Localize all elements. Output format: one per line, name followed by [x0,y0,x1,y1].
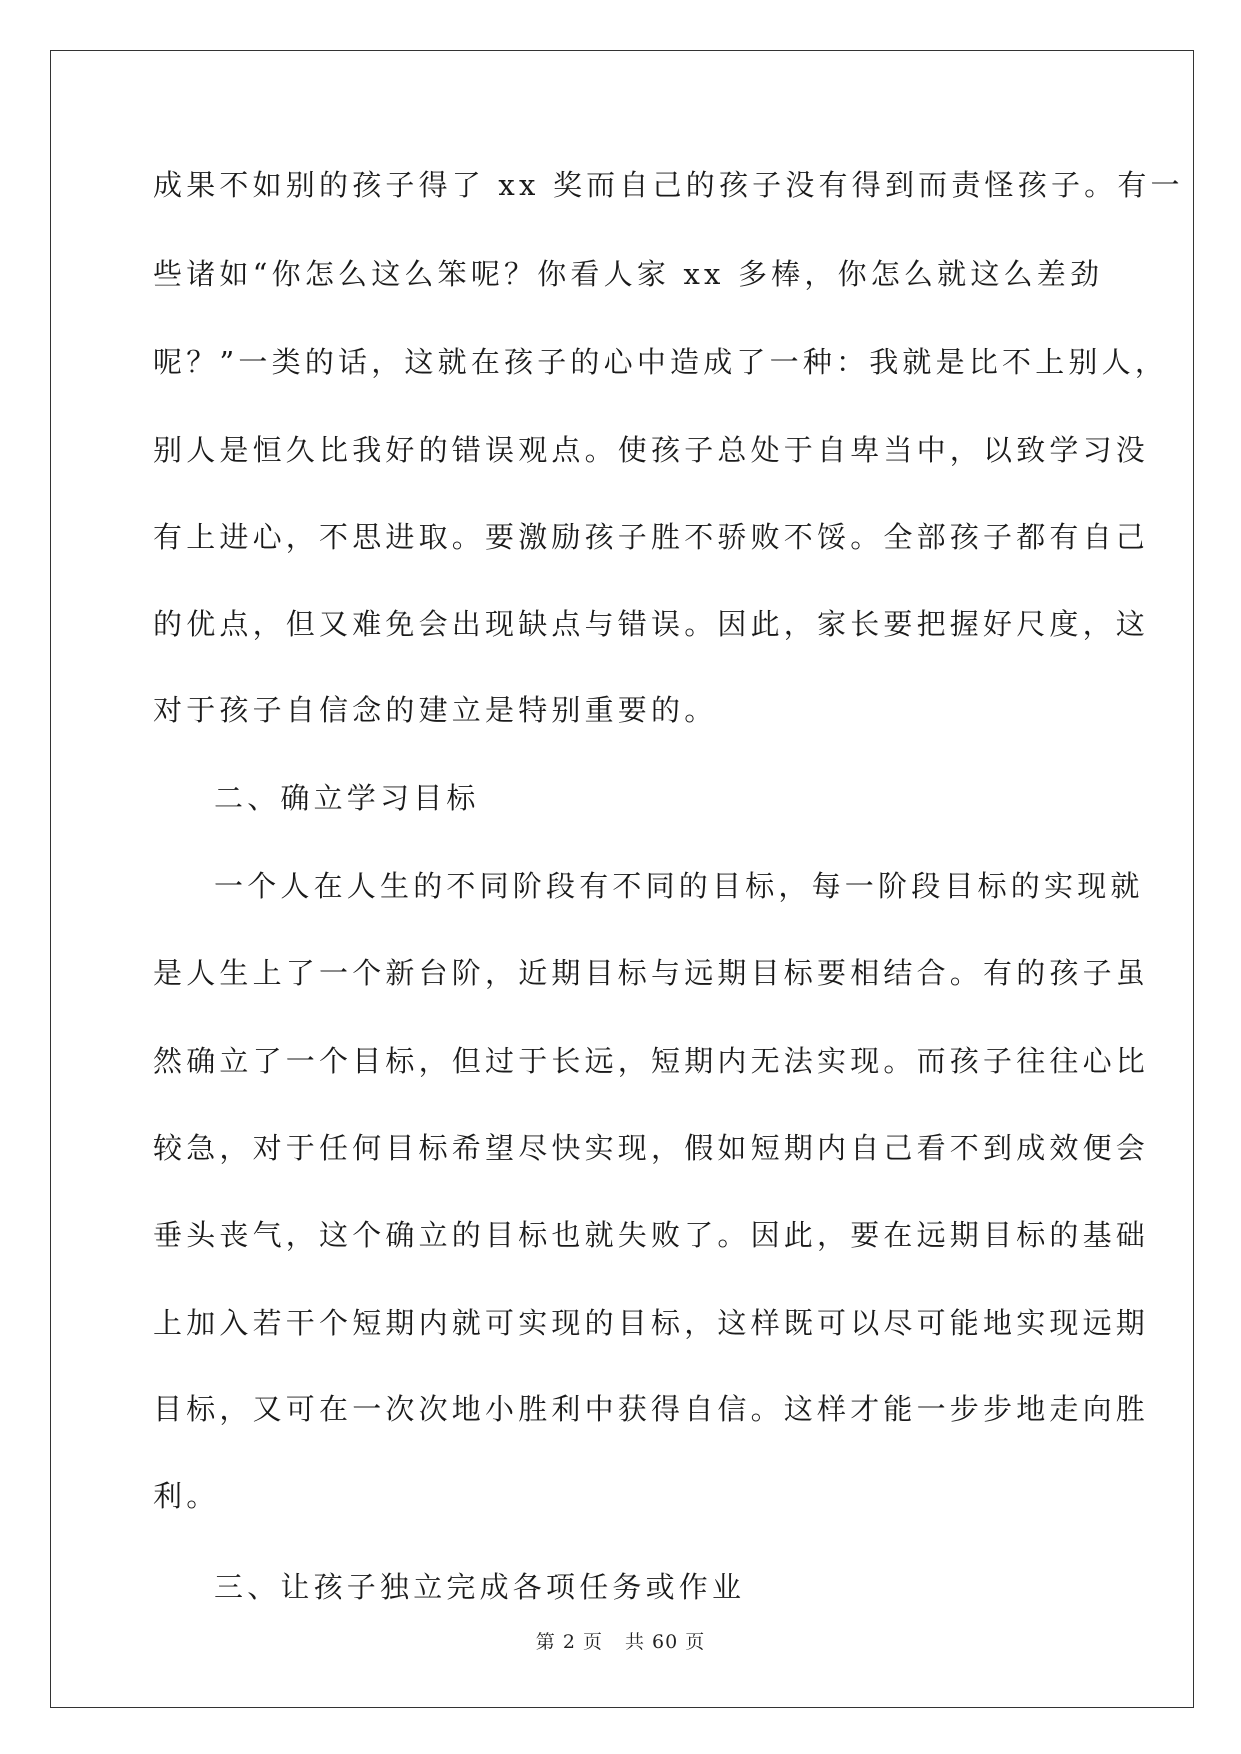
paragraph-line: 成果不如别的孩子得了 xx 奖而自己的孩子没有得到而责怪孩子。有一 [153,168,1184,202]
section-heading: 二、确立学习目标 [214,781,480,815]
paragraph-line: 目标，又可在一次次地小胜利中获得自信。这样才能一步步地走向胜 [153,1392,1150,1426]
paragraph-line: 一个人在人生的不同阶段有不同的目标，每一阶段目标的实现就 [214,869,1144,903]
paragraph-line: 些诸如“你怎么这么笨呢？你看人家 xx 多棒，你怎么就这么差劲 [153,257,1104,291]
paragraph-line: 的优点，但又难免会出现缺点与错误。因此，家长要把握好尺度，这 [153,607,1150,641]
paragraph-line: 然确立了一个目标，但过于长远，短期内无法实现。而孩子往往心比 [153,1044,1150,1078]
paragraph-line: 别人是恒久比我好的错误观点。使孩子总处于自卑当中，以致学习没 [153,433,1150,467]
paragraph-line: 是人生上了一个新台阶，近期目标与远期目标要相结合。有的孩子虽 [153,956,1150,990]
page-total: 共 60 页 [624,1631,706,1653]
paragraph-line: 垂头丧气，这个确立的目标也就失败了。因此，要在远期目标的基础 [153,1218,1150,1252]
paragraph-line: 上加入若干个短期内就可实现的目标，这样既可以尽可能地实现远期 [153,1306,1150,1340]
section-heading: 三、让孩子独立完成各项任务或作业 [214,1570,746,1604]
paragraph-line: 呢？”一类的话，这就在孩子的心中造成了一种：我就是比不上别人， [153,345,1169,379]
paragraph-line: 有上进心，不思进取。要激励孩子胜不骄败不馁。全部孩子都有自己 [153,520,1150,554]
paragraph-line: 利。 [153,1479,220,1513]
page-number: 第 2 页 [535,1631,603,1653]
page-footer [0,1630,1241,1654]
paragraph-line: 较急，对于任何目标希望尽快实现，假如短期内自己看不到成效便会 [153,1131,1150,1165]
paragraph-line: 对于孩子自信念的建立是特别重要的。 [153,693,718,727]
